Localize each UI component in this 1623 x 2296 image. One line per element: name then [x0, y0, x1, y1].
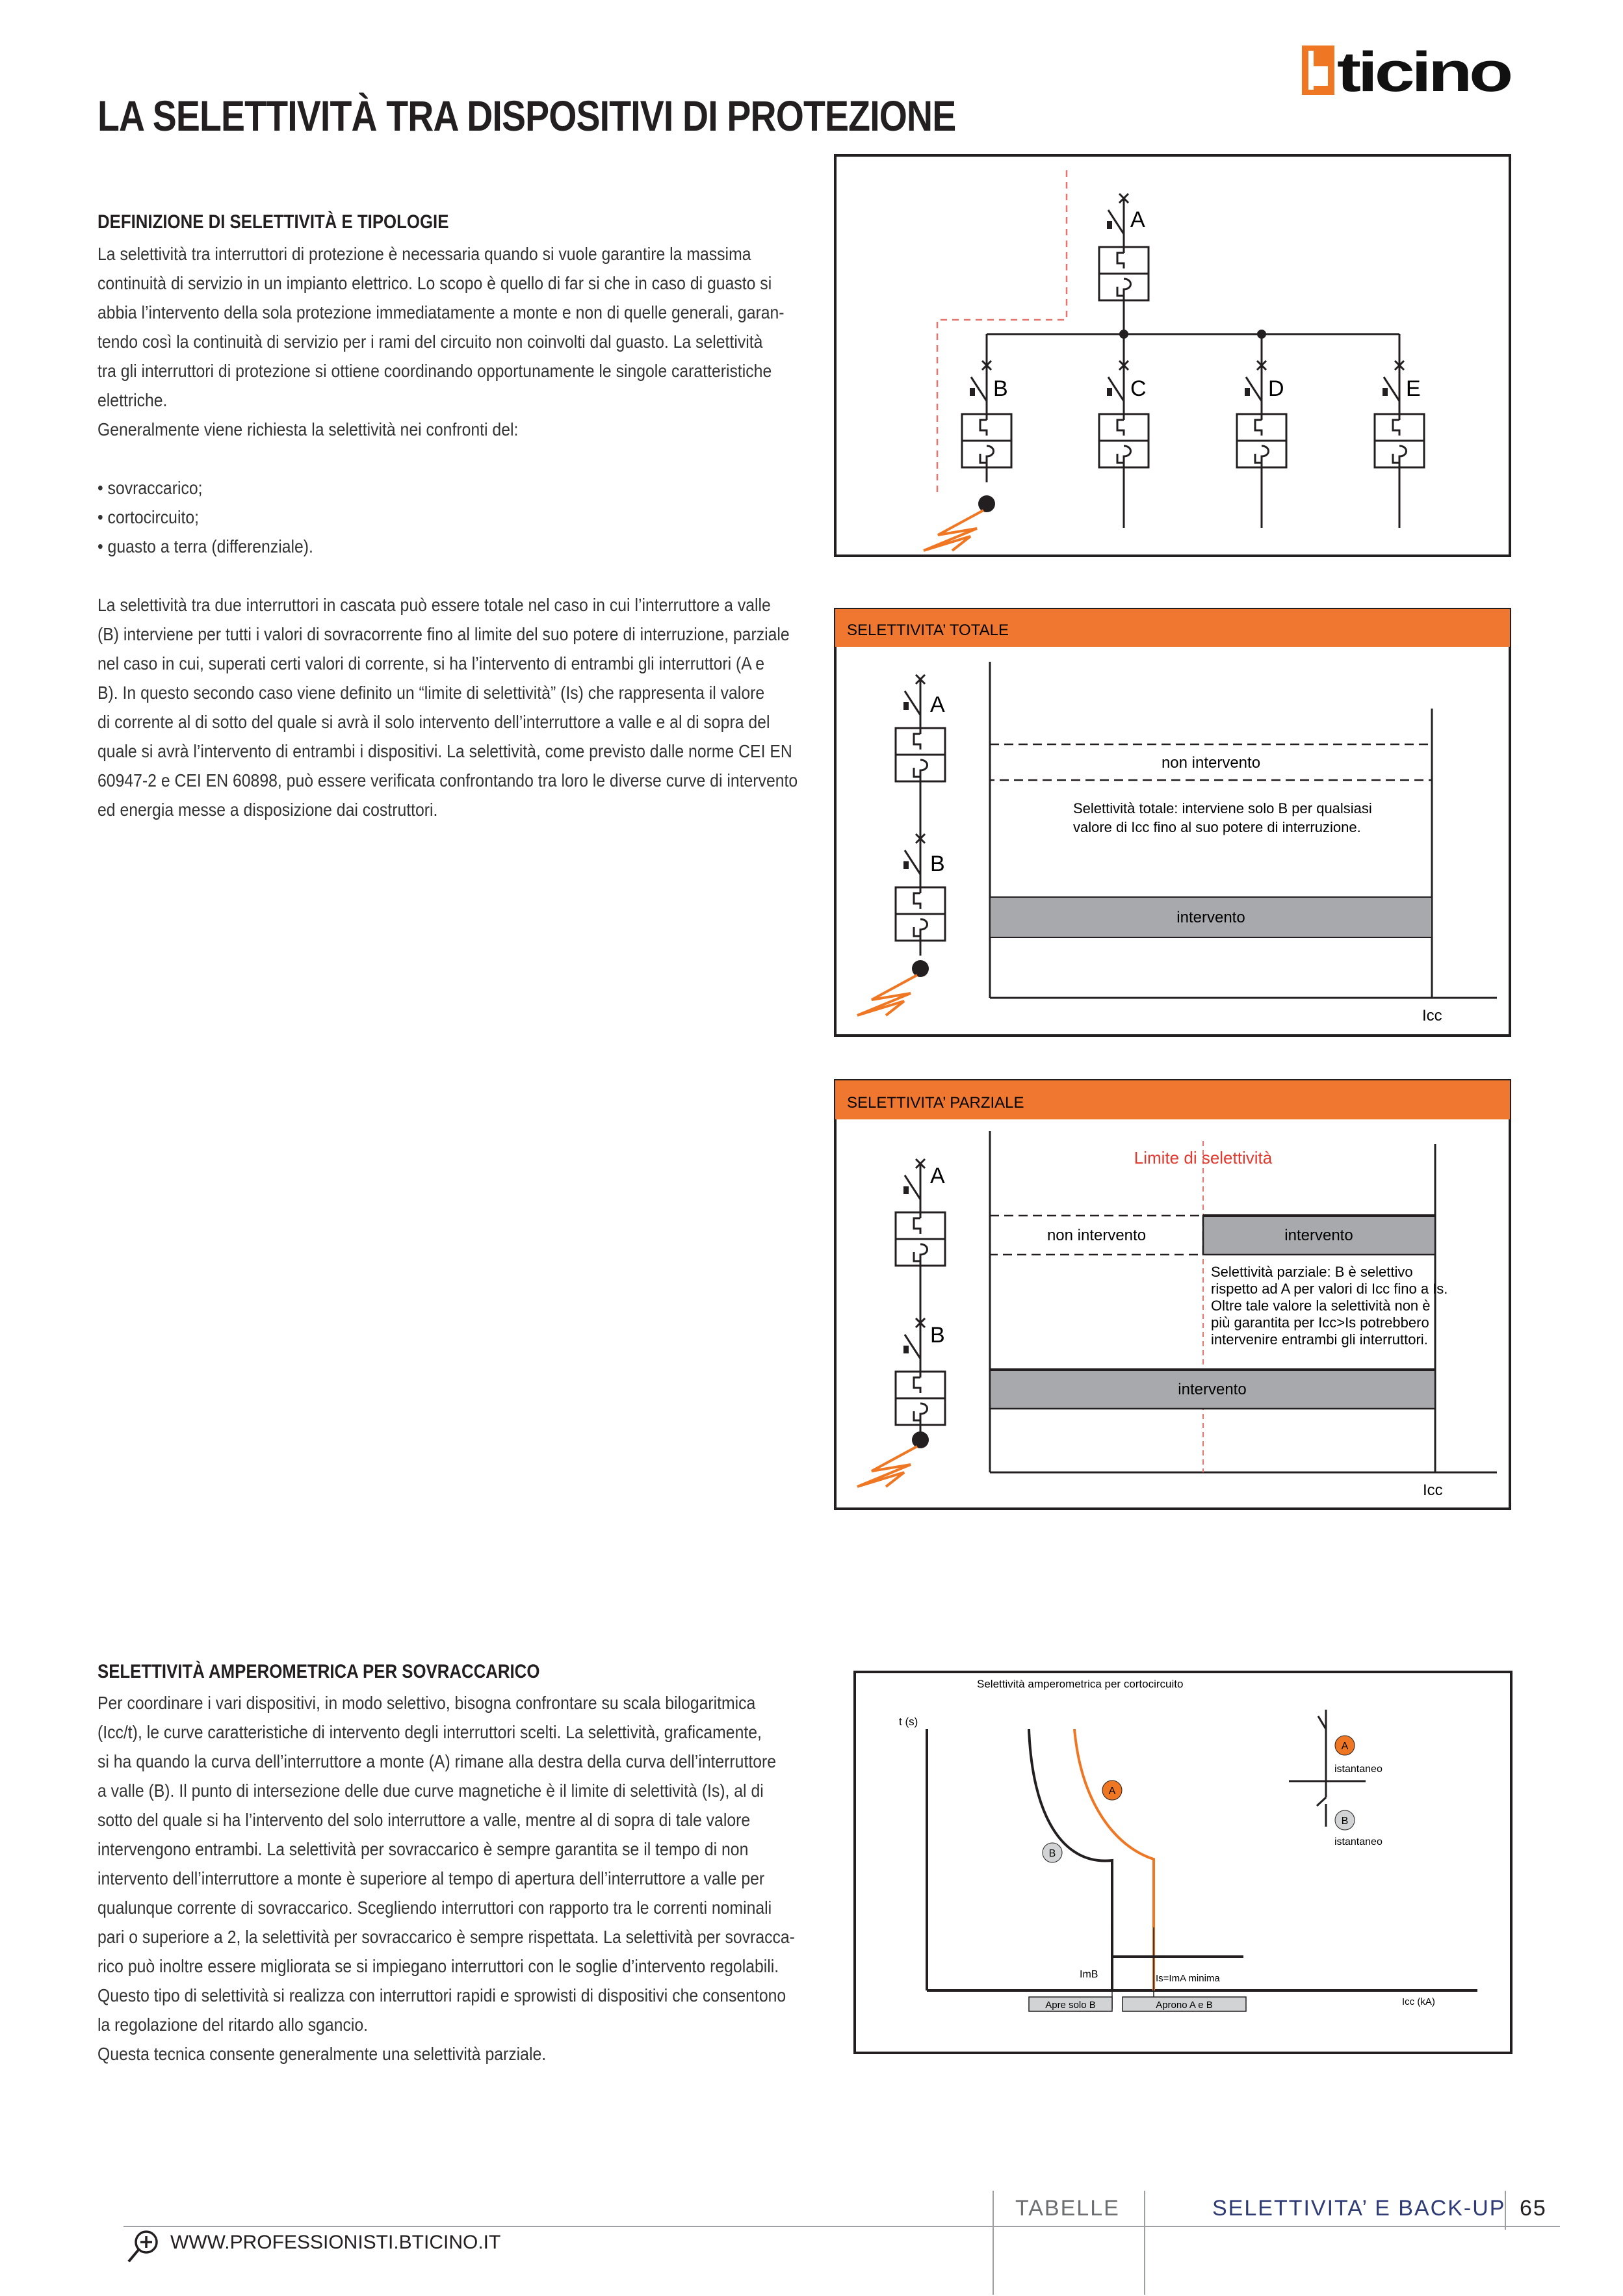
- text-line: pari o superiore a 2, la selettività per sovraccarico è sempre rispettata. La selettività per sovracca-: [97, 1927, 795, 1947]
- fig-parziale-label-a: A: [930, 1164, 945, 1188]
- fig-selettivita-amperometrica: [853, 1671, 1513, 2054]
- footer-divider: [993, 2191, 994, 2295]
- bticino-logo-mark: [1302, 46, 1511, 95]
- text-line: di corrente al di sotto del quale si avrà il solo intervento dell’interruttore a valle e al di sopra del: [97, 712, 770, 732]
- fig-amp-legend-b: B: [1341, 1816, 1349, 1827]
- label-a: A: [1130, 207, 1145, 232]
- bullet-item: • guasto a terra (differenziale).: [97, 536, 313, 556]
- text-line: 60947-2 e CEI EN 60898, può essere verificata confrontando tra loro le diverse curve di intervento: [97, 770, 798, 790]
- text-line: La selettività tra interruttori di protezione è necessaria quando si vuole garantire la massima: [97, 244, 751, 264]
- cascade-diagram: [834, 154, 1511, 557]
- fig-parziale-non-intervento: non intervento: [1046, 1227, 1147, 1244]
- fig-parziale-header: SELETTIVITA’ PARZIALE: [847, 1094, 1024, 1112]
- section1-body: [97, 239, 802, 824]
- fig-totale-note: Selettività totale: interviene solo B per qualsiasi: [1073, 800, 1372, 816]
- fig-amp-apre-solo-b: Apre solo B: [1045, 2000, 1096, 2011]
- fig-amp-curve-a: A: [1108, 1786, 1116, 1797]
- fig-amp-x-axis: Icc (kA): [1402, 1996, 1435, 2007]
- label-e: E: [1406, 376, 1421, 401]
- fig-amp-title: Selettività amperometrica per cortocircuito: [977, 1678, 1184, 1690]
- fig-parziale-label-b: B: [930, 1323, 945, 1348]
- text-line: tendo così la continuità di servizio per i rami del circuito non coinvolti dal guasto. La selettività: [97, 332, 763, 352]
- fig-amp-imb: ImB: [1080, 1969, 1098, 1980]
- bticino-logo: [1302, 46, 1511, 95]
- text-line: rico può inoltre essere migliorata se si impiegano interruttori con le soglie d’intervento regolabili.: [97, 1956, 779, 1976]
- section2-body: [97, 1688, 802, 2068]
- fig-parziale-intervento-top: intervento: [1284, 1227, 1353, 1244]
- text-line: a valle (B). Il punto di intersezione delle due curve magnetiche è il limite di selettività (Is), al di: [97, 1781, 764, 1801]
- footer-url[interactable]: WWW.PROFESSIONISTI.BTICINO.IT: [170, 2232, 501, 2253]
- text-line: intervengono entrambi. La selettività per sovraccarico è sempre garantita se il tempo di non: [97, 1839, 749, 1859]
- text-line: elettriche.: [97, 390, 168, 410]
- fig-parziale-limit: Limite di selettività: [1134, 1148, 1273, 1168]
- fig-amp-legend-a-text: istantaneo: [1334, 1764, 1383, 1775]
- text-line: sotto del quale si ha l’intervento del solo interruttore a valle, mentre al di sopra di tale valore: [97, 1810, 751, 1830]
- fig-parziale-note: Oltre tale valore la selettività non è: [1211, 1298, 1431, 1314]
- footer-rule: [123, 2226, 1560, 2227]
- fig-totale-label-b: B: [930, 852, 945, 876]
- fig-amp-y-axis: t (s): [899, 1715, 918, 1728]
- label-c: C: [1130, 376, 1147, 401]
- footer-tabelle[interactable]: TABELLE: [1015, 2196, 1120, 2221]
- section2-heading: SELETTIVITÀ AMPEROMETRICA PER SOVRACCARICO: [97, 1661, 540, 1682]
- fig-parziale-axis: Icc: [1423, 1481, 1443, 1499]
- bullet-item: • sovraccarico;: [97, 478, 203, 498]
- fig-parziale-note: Selettività parziale: B è selettivo: [1211, 1264, 1413, 1280]
- text-line: (Icc/t), le curve caratteristiche di intervento degli interruttori scelti. La selettività, graficamente,: [97, 1722, 762, 1742]
- fig-amp-legend-a: A: [1341, 1741, 1349, 1752]
- text-line: quale si avrà l’intervento di entrambi i dispositivi. La selettività, come previsto dalle norme CEI EN: [97, 741, 792, 761]
- text-line: si ha quando la curva dell’interruttore a monte (A) rimane alla destra della curva dell’interruttore: [97, 1751, 777, 1771]
- fig-parziale-note: intervenire entrambi gli interruttori.: [1211, 1331, 1428, 1348]
- text-line: Per coordinare i vari dispositivi, in modo selettivo, bisogna confrontare su scala bilogaritmica: [97, 1693, 756, 1713]
- text-line: Generalmente viene richiesta la selettività nei confronti del:: [97, 419, 519, 439]
- fig-amp-legend-b-text: istantaneo: [1334, 1836, 1383, 1847]
- text-line: ed energia messe a disposizione dai costruttori.: [97, 800, 438, 820]
- text-line: nel caso in cui, superati certi valori di corrente, si ha l’intervento di entrambi gli interruttori (A e: [97, 653, 765, 673]
- search-zoom-icon[interactable]: [125, 2228, 163, 2265]
- text-line: tra gli interruttori di protezione si ottiene coordinando opportunamente le singole caratteristiche: [97, 361, 772, 381]
- fig-amp-is: Is=ImA minima: [1156, 1973, 1220, 1984]
- fig-totale-axis: Icc: [1422, 1007, 1442, 1024]
- footer-divider: [1144, 2191, 1145, 2295]
- text-line: (B) interviene per tutti i valori di sovracorrente fino al limite del suo potere di interruzione, parziale: [97, 624, 790, 644]
- bullet-item: • cortocircuito;: [97, 507, 200, 527]
- text-line: la regolazione del ritardo allo sgancio.: [97, 2015, 369, 2035]
- fig-parziale-note: più garantita per Icc>Is potrebbero: [1211, 1314, 1429, 1331]
- text-line: qualunque corrente di sovraccarico. Scegliendo interruttori con rapporto tra le correnti nominali: [97, 1898, 772, 1918]
- text-line: abbia l’intervento della sola protezione immediatamente a monte e non di quelle generali, garan-: [97, 302, 785, 322]
- fig-totale-label-a: A: [930, 692, 945, 717]
- fig-amp-aprono-a-b: Aprono A e B: [1156, 2000, 1213, 2011]
- text-line: Questo tipo di selettività si realizza con interruttori rapidi e sprowisti di dispositivi che consentono: [97, 1985, 786, 2005]
- text-line: intervento dell’interruttore a monte è superiore al tempo di apertura dell’interruttore a valle per: [97, 1868, 765, 1888]
- fig-totale-intervento: intervento: [1176, 909, 1245, 926]
- fig-totale-non-intervento: non intervento: [1161, 754, 1261, 772]
- svg-text:ticino: ticino: [1337, 46, 1511, 95]
- fig-amp-curve-b: B: [1048, 1848, 1056, 1859]
- page-number: 65: [1520, 2196, 1547, 2221]
- fig-parziale-note: rispetto ad A per valori di Icc fino a Is.: [1211, 1281, 1448, 1297]
- text-line: continuità di servizio in un impianto elettrico. Lo scopo è quello di far si che in caso di guasto si: [97, 273, 772, 293]
- text-line: La selettività tra due interruttori in cascata può essere totale nel caso in cui l’interruttore a valle: [97, 595, 771, 615]
- label-d: D: [1268, 376, 1284, 401]
- fig-selettivita-totale: [834, 608, 1511, 1037]
- fig-selettivita-parziale: [834, 1079, 1511, 1510]
- text-line: B). In questo secondo caso viene definito un “limite di selettività” (Is) che rappresenta il valore: [97, 683, 765, 703]
- section1-heading: DEFINIZIONE DI SELETTIVITÀ E TIPOLOGIE: [97, 211, 449, 233]
- fig-parziale-intervento-bottom: intervento: [1178, 1381, 1247, 1398]
- fig-totale-header: SELETTIVITA’ TOTALE: [847, 621, 1009, 639]
- text-line: Questa tecnica consente generalmente una selettività parziale.: [97, 2044, 547, 2064]
- fig-totale-note: valore di Icc fino al suo potere di interruzione.: [1073, 819, 1361, 835]
- footer-section[interactable]: SELETTIVITA’ E BACK-UP: [1212, 2196, 1506, 2221]
- page-title: LA SELETTIVITÀ TRA DISPOSITIVI DI PROTEZIONE: [97, 92, 956, 140]
- label-b: B: [993, 376, 1008, 401]
